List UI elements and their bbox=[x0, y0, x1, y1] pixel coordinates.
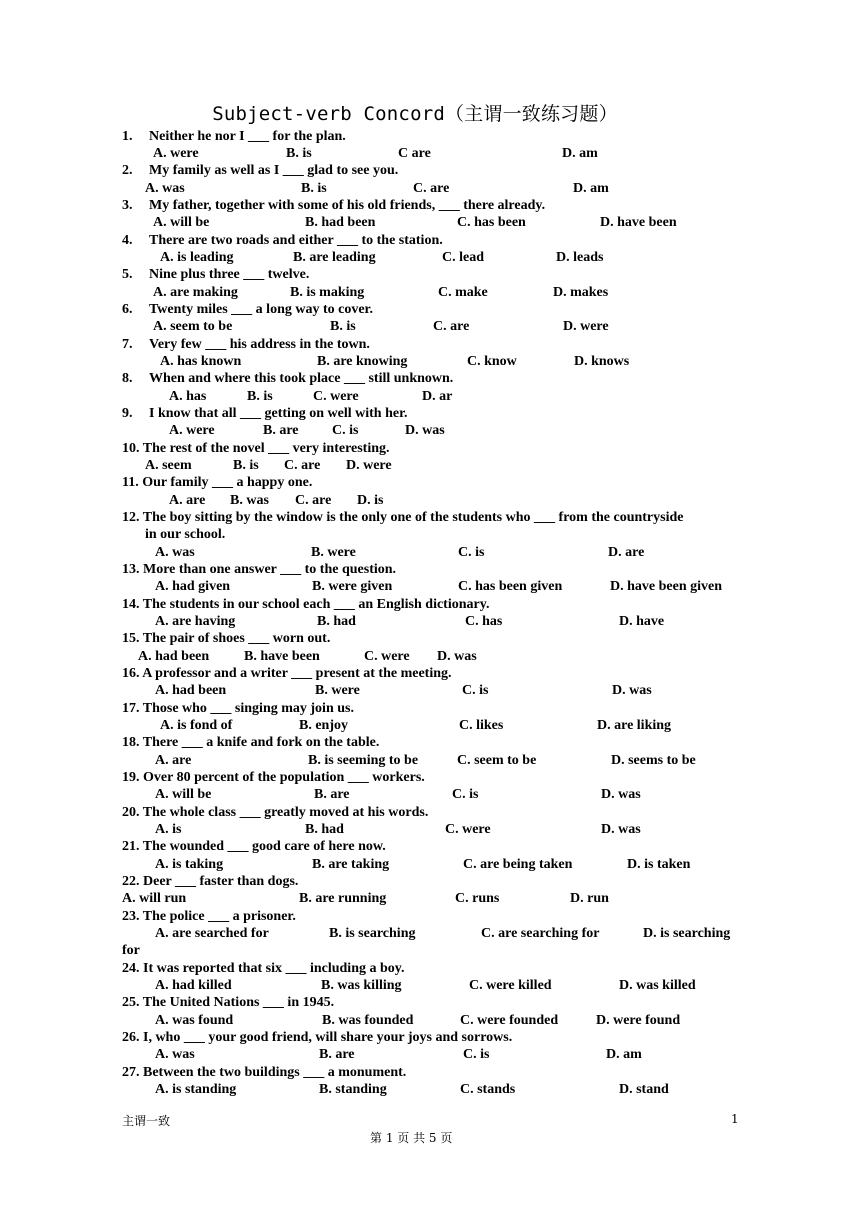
option-d: D. am bbox=[562, 146, 598, 161]
option-a: A. is taking bbox=[155, 857, 224, 872]
option-c: C are bbox=[398, 146, 431, 161]
question-number: 6. bbox=[122, 302, 133, 317]
question-text: 11. Our family ___ a happy one. bbox=[122, 475, 313, 490]
option-d: D. have been given bbox=[610, 579, 722, 594]
question-text: 25. The United Nations ___ in 1945. bbox=[122, 995, 335, 1010]
option-a: A. are bbox=[169, 493, 206, 508]
option-d: D. am bbox=[606, 1047, 642, 1062]
option-b: B. have been bbox=[244, 649, 320, 664]
question-text: My father, together with some of his old friends, ___ there already. bbox=[149, 198, 546, 213]
option-b: B. is making bbox=[290, 285, 365, 300]
question-text: 22. Deer ___ faster than dogs. bbox=[122, 874, 299, 889]
option-c: C. is bbox=[452, 787, 479, 802]
option-c: C. were killed bbox=[469, 978, 552, 993]
option-b: B. are leading bbox=[293, 250, 376, 265]
option-a: A. was bbox=[145, 181, 185, 196]
option-a: A. are searched for bbox=[155, 926, 269, 941]
page-title: Subject-verb Concord（主谓一致练习题） bbox=[212, 103, 618, 125]
option-a: A. seem to be bbox=[153, 319, 233, 334]
question-text: 23. The police ___ a prisoner. bbox=[122, 909, 296, 924]
option-d: D. was killed bbox=[619, 978, 696, 993]
option-c: C. seem to be bbox=[457, 753, 537, 768]
option-b: B. is bbox=[233, 458, 259, 473]
question-text: 24. It was reported that six ___ including a boy. bbox=[122, 961, 405, 976]
option-d: D. stand bbox=[619, 1082, 669, 1097]
option-a: A. is fond of bbox=[160, 718, 233, 733]
option-a: A. is standing bbox=[155, 1082, 237, 1097]
option-a: A. will be bbox=[153, 215, 210, 230]
option-b: B. was founded bbox=[322, 1013, 414, 1028]
option-b: B. standing bbox=[319, 1082, 387, 1097]
option-b: B. were bbox=[315, 683, 360, 698]
option-a: A. was bbox=[155, 545, 195, 560]
option-b: B. are bbox=[314, 787, 350, 802]
question-text: 16. A professor and a writer ___ present at the meeting. bbox=[122, 666, 452, 681]
option-b: B. are running bbox=[299, 891, 387, 906]
option-c: C. are searching for bbox=[481, 926, 600, 941]
option-a: A. seem bbox=[145, 458, 192, 473]
option-a: A. will be bbox=[155, 787, 212, 802]
option-c: C. are bbox=[295, 493, 332, 508]
footer-left: 主谓一致 bbox=[122, 1114, 171, 1128]
option-b: B. had been bbox=[305, 215, 376, 230]
option-b: B. was bbox=[230, 493, 269, 508]
option-b: B. were given bbox=[312, 579, 393, 594]
option-a: A. is bbox=[155, 822, 182, 837]
option-c: C. are bbox=[413, 181, 450, 196]
option-a: A. are making bbox=[153, 285, 238, 300]
option-a: A. is leading bbox=[160, 250, 234, 265]
option-a: A. were bbox=[169, 423, 215, 438]
question-text: 17. Those who ___ singing may join us. bbox=[122, 701, 354, 716]
option-d: D. is bbox=[357, 493, 384, 508]
question-text: 20. The whole class ___ greatly moved at his words. bbox=[122, 805, 429, 820]
option-c: C. are bbox=[433, 319, 470, 334]
option-c: C. has been bbox=[457, 215, 526, 230]
question-number: 8. bbox=[122, 371, 133, 386]
option-c: C. runs bbox=[455, 891, 500, 906]
footer-page-count: 第 1 页 共 5 页 bbox=[370, 1131, 453, 1145]
question-text: 12. The boy sitting by the window is the only one of the students who ___ from the countryside bbox=[122, 510, 684, 525]
question-text: I know that all ___ getting on well with her. bbox=[149, 406, 408, 421]
option-d: D. run bbox=[570, 891, 609, 906]
option-d: D. have bbox=[619, 614, 665, 629]
question-number: 4. bbox=[122, 233, 133, 248]
option-d: D. was bbox=[405, 423, 445, 438]
question-number: 3. bbox=[122, 198, 133, 213]
option-c: C. know bbox=[467, 354, 517, 369]
option-a: A. was bbox=[155, 1047, 195, 1062]
question-text: Twenty miles ___ a long way to cover. bbox=[149, 302, 373, 317]
question-text: 13. More than one answer ___ to the question. bbox=[122, 562, 397, 577]
option-d: D. seems to be bbox=[611, 753, 696, 768]
option-d: D. is taken bbox=[627, 857, 691, 872]
option-d: D. was bbox=[601, 822, 641, 837]
option-c: C. make bbox=[438, 285, 488, 300]
option-d: D. makes bbox=[553, 285, 609, 300]
question-text: 18. There ___ a knife and fork on the table. bbox=[122, 735, 380, 750]
option-a: A. has known bbox=[160, 354, 242, 369]
option-c: C. lead bbox=[442, 250, 484, 265]
option-b: B. is seeming to be bbox=[308, 753, 419, 768]
option-b: B. is searching bbox=[329, 926, 416, 941]
option-c: C. has bbox=[465, 614, 503, 629]
question-text: for bbox=[122, 943, 140, 958]
option-d: D. is searching bbox=[643, 926, 731, 941]
option-d: D. was bbox=[612, 683, 652, 698]
option-d: D. are liking bbox=[597, 718, 672, 733]
question-text: in our school. bbox=[145, 527, 226, 542]
option-b: B. is bbox=[247, 389, 273, 404]
question-text: When and where this took place ___ still unknown. bbox=[149, 371, 454, 386]
question-text: 27. Between the two buildings ___ a monument. bbox=[122, 1065, 407, 1080]
option-a: A. had been bbox=[155, 683, 227, 698]
question-text: 14. The students in our school each ___ an English dictionary. bbox=[122, 597, 490, 612]
question-text: Neither he nor I ___ for the plan. bbox=[149, 129, 346, 144]
option-b: B. had bbox=[317, 614, 356, 629]
question-number: 5. bbox=[122, 267, 133, 282]
option-c: C. stands bbox=[460, 1082, 516, 1097]
option-c: C. likes bbox=[459, 718, 504, 733]
option-b: B. are bbox=[319, 1047, 355, 1062]
option-b: B. is bbox=[330, 319, 356, 334]
option-d: D. were found bbox=[596, 1013, 681, 1028]
option-a: A. had given bbox=[155, 579, 231, 594]
option-a: A. are having bbox=[155, 614, 236, 629]
question-number: 7. bbox=[122, 337, 133, 352]
option-c: C. is bbox=[458, 545, 485, 560]
question-text: There are two roads and either ___ to the station. bbox=[149, 233, 443, 248]
option-a: A. had been bbox=[138, 649, 210, 664]
option-b: B. was killing bbox=[321, 978, 402, 993]
option-d: D. were bbox=[563, 319, 609, 334]
option-d: D. ar bbox=[422, 389, 453, 404]
question-text: 10. The rest of the novel ___ very interesting. bbox=[122, 441, 390, 456]
question-text: My family as well as I ___ glad to see you. bbox=[149, 163, 399, 178]
option-b: B. are taking bbox=[312, 857, 390, 872]
option-b: B. enjoy bbox=[299, 718, 348, 733]
option-d: D. knows bbox=[574, 354, 630, 369]
option-c: C. is bbox=[463, 1047, 490, 1062]
option-a: A. were bbox=[153, 146, 199, 161]
option-b: B. is bbox=[301, 181, 327, 196]
question-text: 19. Over 80 percent of the population ___ workers. bbox=[122, 770, 425, 785]
option-c: C. is bbox=[462, 683, 489, 698]
option-b: B. had bbox=[305, 822, 344, 837]
option-c: C. were bbox=[445, 822, 491, 837]
option-b: B. are bbox=[263, 423, 299, 438]
option-c: C. were founded bbox=[460, 1013, 559, 1028]
question-number: 9. bbox=[122, 406, 133, 421]
question-text: 21. The wounded ___ good care of here now. bbox=[122, 839, 386, 854]
option-c: C. has been given bbox=[458, 579, 563, 594]
question-text: 15. The pair of shoes ___ worn out. bbox=[122, 631, 331, 646]
option-b: B. were bbox=[311, 545, 356, 560]
question-text: Nine plus three ___ twelve. bbox=[149, 267, 310, 282]
question-number: 1. bbox=[122, 129, 133, 144]
option-b: B. are knowing bbox=[317, 354, 408, 369]
option-a: A. are bbox=[155, 753, 192, 768]
option-c: C. are being taken bbox=[463, 857, 573, 872]
option-b: B. is bbox=[286, 146, 312, 161]
option-a: A. will run bbox=[122, 891, 187, 906]
option-d: D. was bbox=[601, 787, 641, 802]
option-d: D. were bbox=[346, 458, 392, 473]
option-a: A. had killed bbox=[155, 978, 232, 993]
option-c: C. were bbox=[364, 649, 410, 664]
option-c: C. are bbox=[284, 458, 321, 473]
question-text: 26. I, who ___ your good friend, will share your joys and sorrows. bbox=[122, 1030, 513, 1045]
option-d: D. was bbox=[437, 649, 477, 664]
option-d: D. have been bbox=[600, 215, 677, 230]
option-d: D. am bbox=[573, 181, 609, 196]
option-d: D. are bbox=[608, 545, 645, 560]
option-a: A. has bbox=[169, 389, 207, 404]
question-text: Very few ___ his address in the town. bbox=[149, 337, 370, 352]
option-d: D. leads bbox=[556, 250, 604, 265]
question-number: 2. bbox=[122, 163, 133, 178]
footer-page-number: 1 bbox=[731, 1112, 739, 1126]
option-c: C. is bbox=[332, 423, 359, 438]
option-c: C. were bbox=[313, 389, 359, 404]
option-a: A. was found bbox=[155, 1013, 234, 1028]
